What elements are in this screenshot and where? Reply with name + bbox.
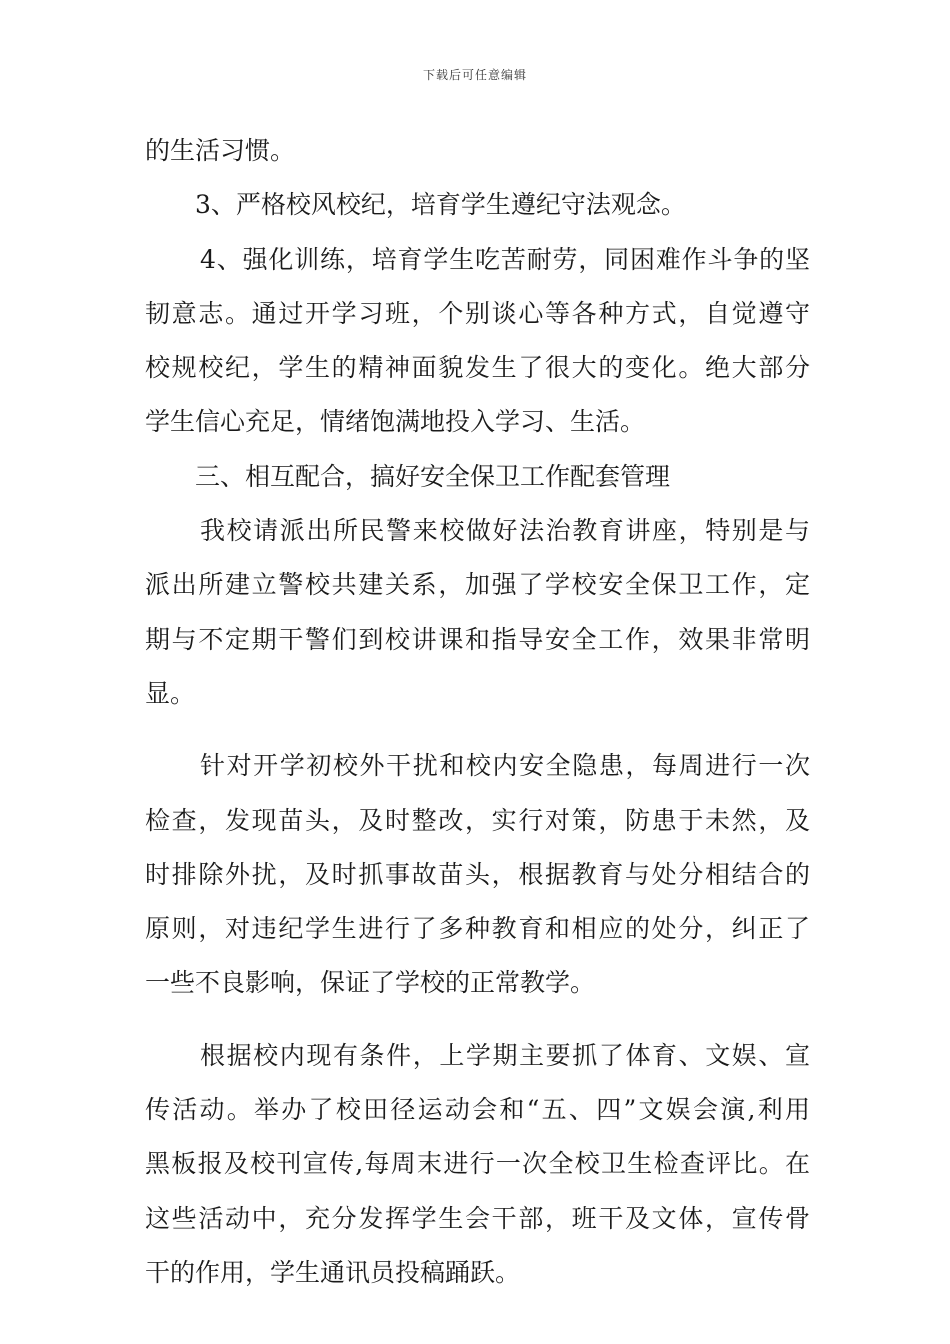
text-line: 期与不定期干警们到校讲课和指导安全工作，效果非常明 [145, 624, 810, 654]
text-line: 韧意志。通过开学习班，个别谈心等各种方式，自觉遵守 [145, 298, 810, 328]
text-line: 这些活动中，充分发挥学生会干部，班干及文体，宣传骨 [145, 1203, 810, 1233]
text-line: 原则，对违纪学生进行了多种教育和相应的处分，纠正了 [145, 914, 810, 944]
paragraph [145, 1029, 810, 1300]
text-line: 学生信心充足，情绪饱满地投入学习、生活。 [145, 407, 646, 437]
text-line: 我校请派出所民警来校做好法治教育讲座，特别是与 [200, 516, 810, 546]
text-line: 一些不良影响，保证了学校的正常教学。 [145, 968, 596, 998]
text-line: 时排除外扰，及时抓事故苗头，根据教育与处分相结合的 [145, 859, 810, 889]
paragraph [145, 739, 810, 1010]
text-line: 黑板报及校刊宣传,每周末进行一次全校卫生检查评比。在 [145, 1149, 810, 1179]
text-line: 的生活习惯。 [145, 136, 296, 165]
paragraph [145, 504, 810, 721]
text-line: 根据校内现有条件，上学期主要抓了体育、文娱、宣 [200, 1040, 810, 1070]
paragraph [145, 124, 810, 178]
text-line: 校规校纪，学生的精神面貌发生了很大的变化。绝大部分 [145, 353, 810, 383]
paragraph [145, 178, 810, 232]
text-line: 针对开学初校外干扰和校内安全隐患，每周进行一次 [200, 751, 810, 781]
text-line: 显。 [145, 678, 196, 708]
text-line: 4、强化训练，培育学生吃苦耐劳，同困难作斗争的坚 [200, 244, 810, 274]
text-line: 干的作用，学生通讯员投稿踊跃。 [145, 1257, 521, 1287]
section-heading: 三、相互配合，搞好安全保卫工作配套管理 [195, 461, 671, 491]
text-line: 派出所建立警校共建关系，加强了学校安全保卫工作，定 [145, 570, 810, 600]
text-line: 检查，发现苗头，及时整改，实行对策，防患于未然，及 [145, 805, 810, 835]
document-body [145, 124, 810, 1300]
text-line: 3、严格校风校纪，培育学生遵纪守法观念。 [195, 190, 686, 220]
paragraph [145, 233, 810, 450]
text-line: 传活动。举办了校田径运动会和“五、四”文娱会演,利用 [145, 1095, 810, 1125]
paragraph [145, 450, 810, 504]
page-header-note: 下载后可任意编辑 [422, 68, 527, 82]
